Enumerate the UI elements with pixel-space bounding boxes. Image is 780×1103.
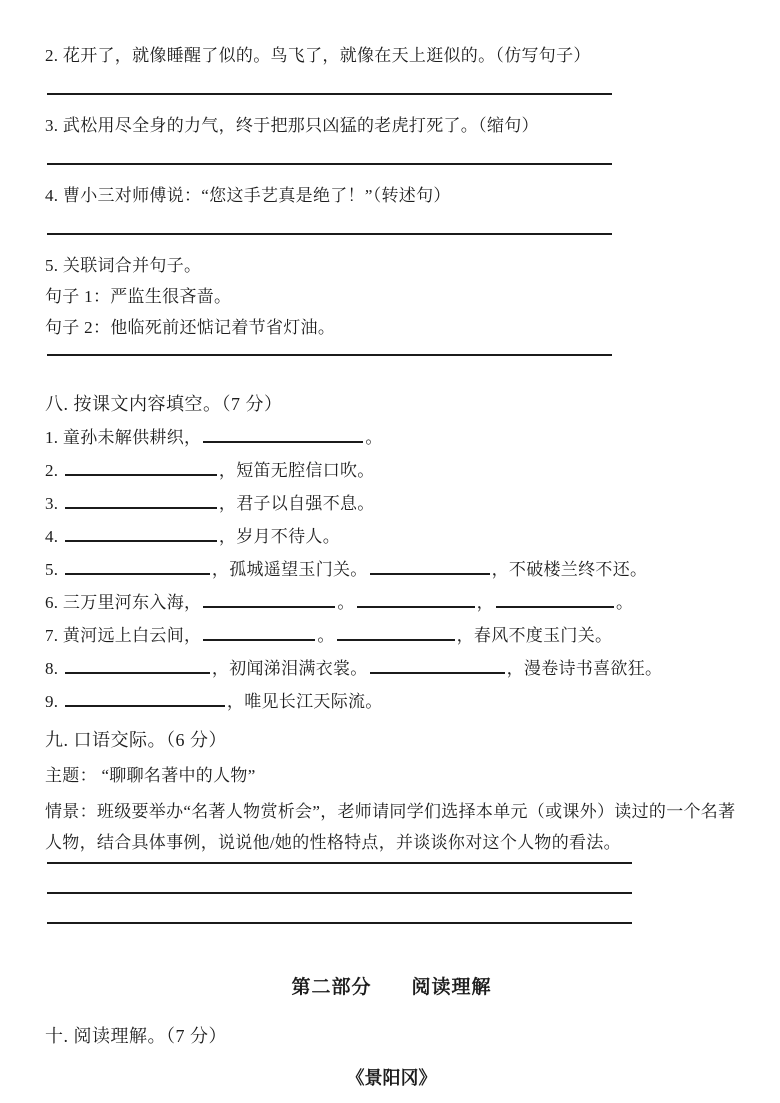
fill-in-text: 9.	[45, 692, 63, 711]
fill-in-text: 。	[365, 428, 383, 447]
answer-line	[47, 892, 632, 894]
sentence-exercise-item: 4. 曹小三对师傅说：“您这手艺真是绝了！”（转述句）	[45, 186, 451, 205]
fill-in-item	[45, 591, 738, 615]
fill-in-section	[45, 392, 738, 714]
sentence-exercise-item: 5. 关联词合并句子。	[45, 256, 202, 275]
answer-line	[47, 93, 612, 95]
answer-blank	[370, 558, 490, 575]
answer-line	[47, 163, 612, 165]
fill-in-text: 5.	[45, 560, 63, 579]
answer-blank	[203, 591, 335, 608]
answer-line	[47, 354, 612, 356]
answer-blank	[203, 426, 363, 443]
fill-in-text: ，君子以自强不息。	[218, 494, 375, 513]
fill-in-text: ，不破楼兰终不还。	[491, 560, 648, 579]
fill-in-text: ，短笛无腔信口吹。	[218, 461, 375, 480]
answer-blank	[65, 558, 210, 575]
topic-line: 主题： “聊聊名著中的人物”	[45, 766, 256, 785]
fill-in-text: ，春风不度玉门关。	[456, 626, 613, 645]
fill-in-text: ，孤城遥望玉门关。	[211, 560, 368, 579]
answer-blank	[337, 624, 455, 641]
fill-in-text: 。	[615, 593, 634, 612]
answer-line	[47, 922, 632, 924]
scenario-text: 情景：班级要举办“名著人物赏析会”，老师请同学们选择本单元（或课外）读过的一个名著人物，结合具体事例，说说他/她的性格特点，并谈谈你对这个人物的看法。	[45, 802, 736, 852]
section-9-title: 九. 口语交际。（6 分）	[45, 730, 227, 750]
answer-blank	[65, 525, 217, 542]
fill-in-list	[45, 426, 738, 714]
answer-blank	[65, 492, 217, 509]
sentence-exercise-list	[45, 45, 738, 356]
fill-in-item	[45, 525, 738, 549]
section-10-title: 十. 阅读理解。（7 分）	[45, 1026, 227, 1046]
answer-blank	[65, 657, 210, 674]
fill-in-text: 。	[317, 626, 335, 645]
answer-blank	[357, 591, 475, 608]
fill-in-text: 3.	[45, 494, 63, 513]
fill-in-item	[45, 459, 738, 483]
fill-in-text: ，唯见长江天际流。	[226, 692, 383, 711]
fill-in-text: 6. 三万里河东入海，	[45, 593, 202, 612]
answer-blank	[65, 690, 225, 707]
answer-line	[47, 862, 632, 864]
fill-in-text: 。	[337, 593, 355, 612]
answer-blank	[65, 459, 217, 476]
answer-blank	[203, 624, 315, 641]
fill-in-text: 7. 黄河远上白云间，	[45, 626, 202, 645]
fill-in-text: 8.	[45, 659, 63, 678]
sub-sentence: 句子 2：他临死前还惦记着节省灯油。	[45, 318, 336, 337]
oral-communication-section	[45, 728, 738, 924]
fill-in-item	[45, 426, 738, 450]
answer-blank	[370, 657, 505, 674]
fill-in-text: ，初闻涕泪满衣裳。	[211, 659, 368, 678]
answer-line	[47, 233, 612, 235]
sentence-exercise-item: 2. 花开了，就像睡醒了似的。鸟飞了，就像在天上逛似的。（仿写句子）	[45, 46, 591, 65]
fill-in-item	[45, 492, 738, 516]
section-8-title: 八. 按课文内容填空。（7 分）	[45, 394, 283, 414]
fill-in-item	[45, 690, 738, 714]
sentence-exercise-section	[45, 45, 738, 356]
fill-in-item	[45, 624, 738, 648]
sentence-exercise-item: 3. 武松用尽全身的力气，终于把那只凶猛的老虎打死了。（缩句）	[45, 116, 539, 135]
fill-in-text: ，岁月不待人。	[218, 527, 341, 546]
fill-in-text: 1. 童孙未解供耕织，	[45, 428, 202, 447]
part2-section	[45, 976, 738, 1090]
fill-in-text: ，漫卷诗书喜欲狂。	[506, 659, 663, 678]
part2-heading: 第二部分 阅读理解	[291, 977, 492, 998]
passage-title: 《景阳冈》	[346, 1068, 437, 1088]
fill-in-text: 2.	[45, 461, 63, 480]
sub-sentence: 句子 1：严监生很吝啬。	[45, 287, 232, 306]
answer-lines-group	[45, 862, 738, 924]
fill-in-item	[45, 558, 738, 582]
fill-in-text: 4.	[45, 527, 63, 546]
fill-in-item	[45, 657, 738, 681]
fill-in-text: ，	[476, 593, 494, 612]
answer-blank	[496, 591, 614, 608]
